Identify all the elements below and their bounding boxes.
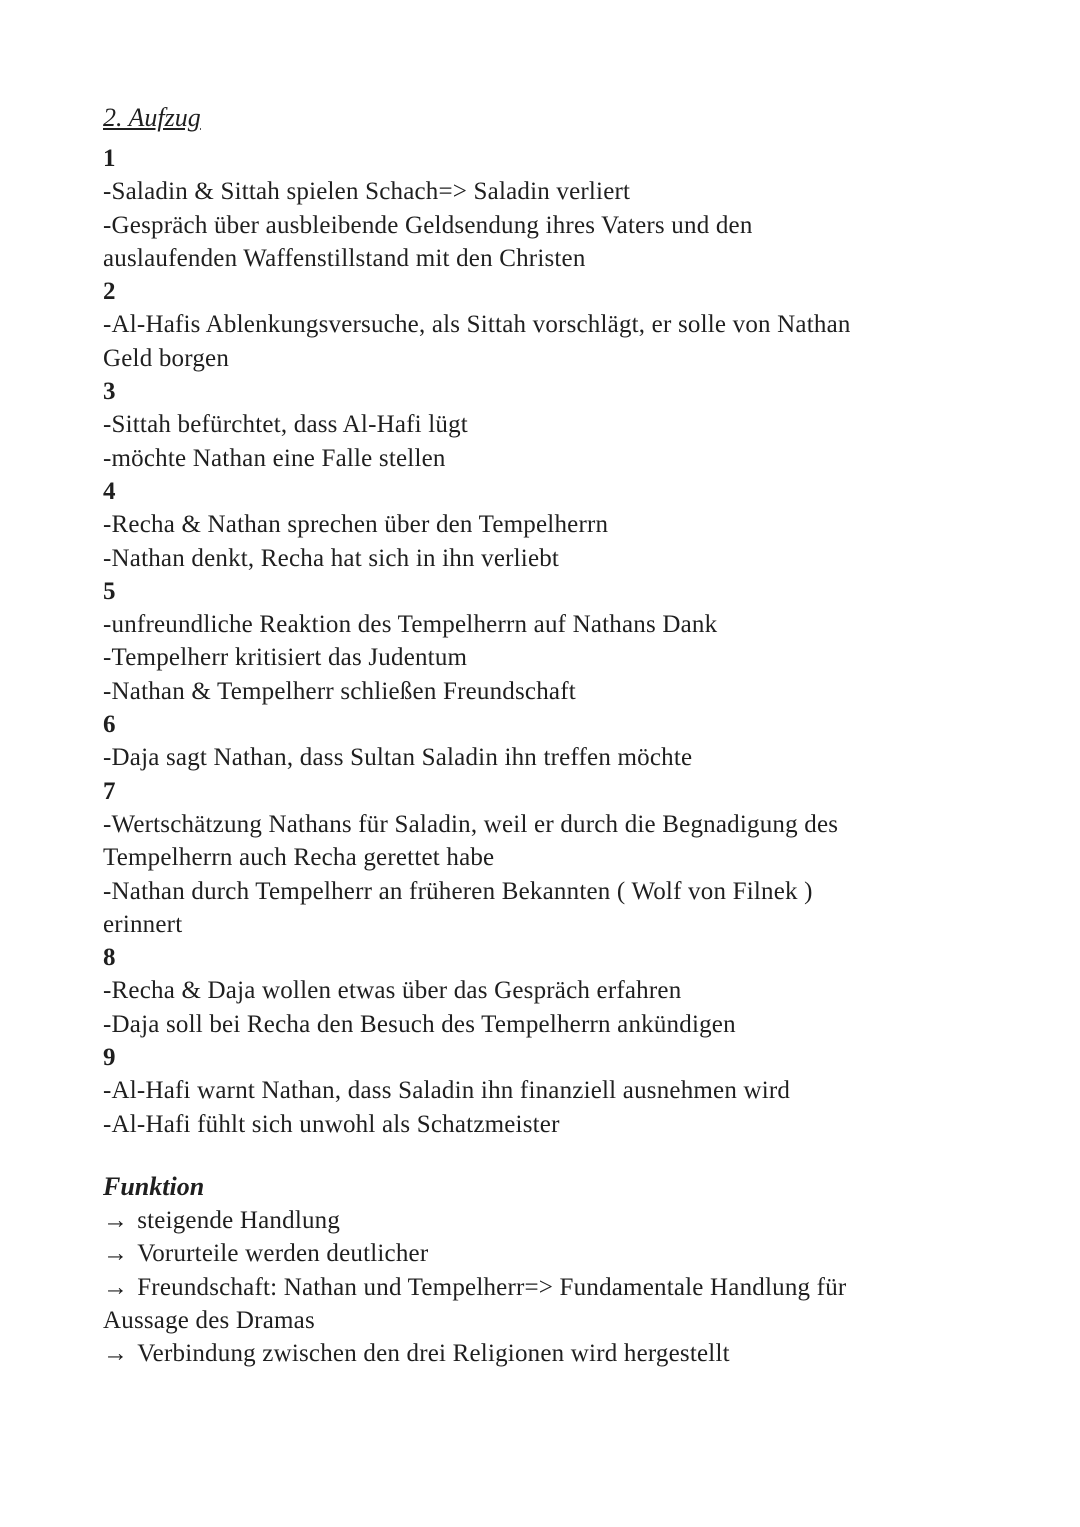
note-line: Tempelherrn auch Recha gerettet habe xyxy=(103,844,495,872)
scene-number: 1 xyxy=(103,145,116,172)
scene-number: 7 xyxy=(103,777,116,805)
notes-content xyxy=(103,102,1033,1370)
note-line: -Nathan denkt, Recha hat sich in ihn verliebt xyxy=(103,544,560,572)
funktion-list xyxy=(103,1204,1033,1370)
note-line: -Nathan & Tempelherr schließen Freundschaft xyxy=(103,677,576,705)
note-line: -Tempelherr kritisiert das Judentum xyxy=(103,644,468,672)
funktion-text: Vorurteile werden deutlicher xyxy=(137,1240,429,1268)
note-line: -Wertschätzung Nathans für Saladin, weil er durch die Begnadigung des xyxy=(103,810,839,838)
funktion-heading: Funktion xyxy=(103,1171,205,1201)
note-line: -unfreundliche Reaktion des Tempelherrn auf Nathans Dank xyxy=(103,611,718,639)
note-line: auslaufenden Waffenstillstand mit den Christen xyxy=(103,244,586,272)
note-line: -Sittah befürchtet, dass Al-Hafi lügt xyxy=(103,411,468,439)
arrow-bullet-icon: → xyxy=(103,1240,129,1268)
arrow-bullet-icon: → xyxy=(103,1340,129,1368)
scene-number: 8 xyxy=(103,944,116,972)
scene-number: 5 xyxy=(103,577,116,605)
scene-number: 2 xyxy=(103,278,116,306)
page-title: 2. Aufzug xyxy=(103,103,201,132)
funktion-text: Verbindung zwischen den drei Religionen wird hergestellt xyxy=(137,1340,730,1368)
note-line: -Al-Hafi fühlt sich unwohl als Schatzmeister xyxy=(103,1110,560,1138)
note-line: -Daja sagt Nathan, dass Sultan Saladin ihn treffen möchte xyxy=(103,744,693,772)
funktion-text: Aussage des Dramas xyxy=(103,1306,315,1334)
funktion-line xyxy=(103,1271,1033,1304)
note-line: erinnert xyxy=(103,910,183,938)
funktion-block xyxy=(103,1170,1033,1370)
note-line: -Recha & Nathan sprechen über den Tempelherrn xyxy=(103,511,609,539)
funktion-line xyxy=(103,1204,1033,1237)
arrow-bullet-icon: → xyxy=(103,1273,129,1301)
note-line: -Gespräch über ausbleibende Geldsendung ihres Vaters und den xyxy=(103,211,753,239)
note-line: -möchte Nathan eine Falle stellen xyxy=(103,444,446,472)
scene-number: 9 xyxy=(103,1044,116,1072)
note-line: -Daja soll bei Recha den Besuch des Tempelherrn ankündigen xyxy=(103,1010,736,1038)
scene-number: 4 xyxy=(103,477,116,505)
note-line: -Nathan durch Tempelherr an früheren Bekannten ( Wolf von Filnek ) xyxy=(103,877,813,905)
note-line: -Al-Hafi warnt Nathan, dass Saladin ihn finanziell ausnehmen wird xyxy=(103,1077,791,1105)
note-line: Geld borgen xyxy=(103,344,230,372)
funktion-text: steigende Handlung xyxy=(137,1206,341,1234)
funktion-line xyxy=(103,1304,1033,1337)
scene-number: 6 xyxy=(103,711,116,739)
funktion-line xyxy=(103,1337,1033,1370)
note-line: -Al-Hafis Ablenkungsversuche, als Sittah vorschlägt, er solle von Nathan xyxy=(103,311,851,339)
scene-number: 3 xyxy=(103,378,116,406)
sections-container xyxy=(103,142,1033,1141)
funktion-line xyxy=(103,1237,1033,1270)
note-line: -Saladin & Sittah spielen Schach=> Saladin verliert xyxy=(103,178,631,206)
note-line: -Recha & Daja wollen etwas über das Gespräch erfahren xyxy=(103,977,682,1005)
arrow-bullet-icon: → xyxy=(103,1206,129,1234)
funktion-text: Freundschaft: Nathan und Tempelherr=> Fundamentale Handlung für xyxy=(137,1273,847,1301)
